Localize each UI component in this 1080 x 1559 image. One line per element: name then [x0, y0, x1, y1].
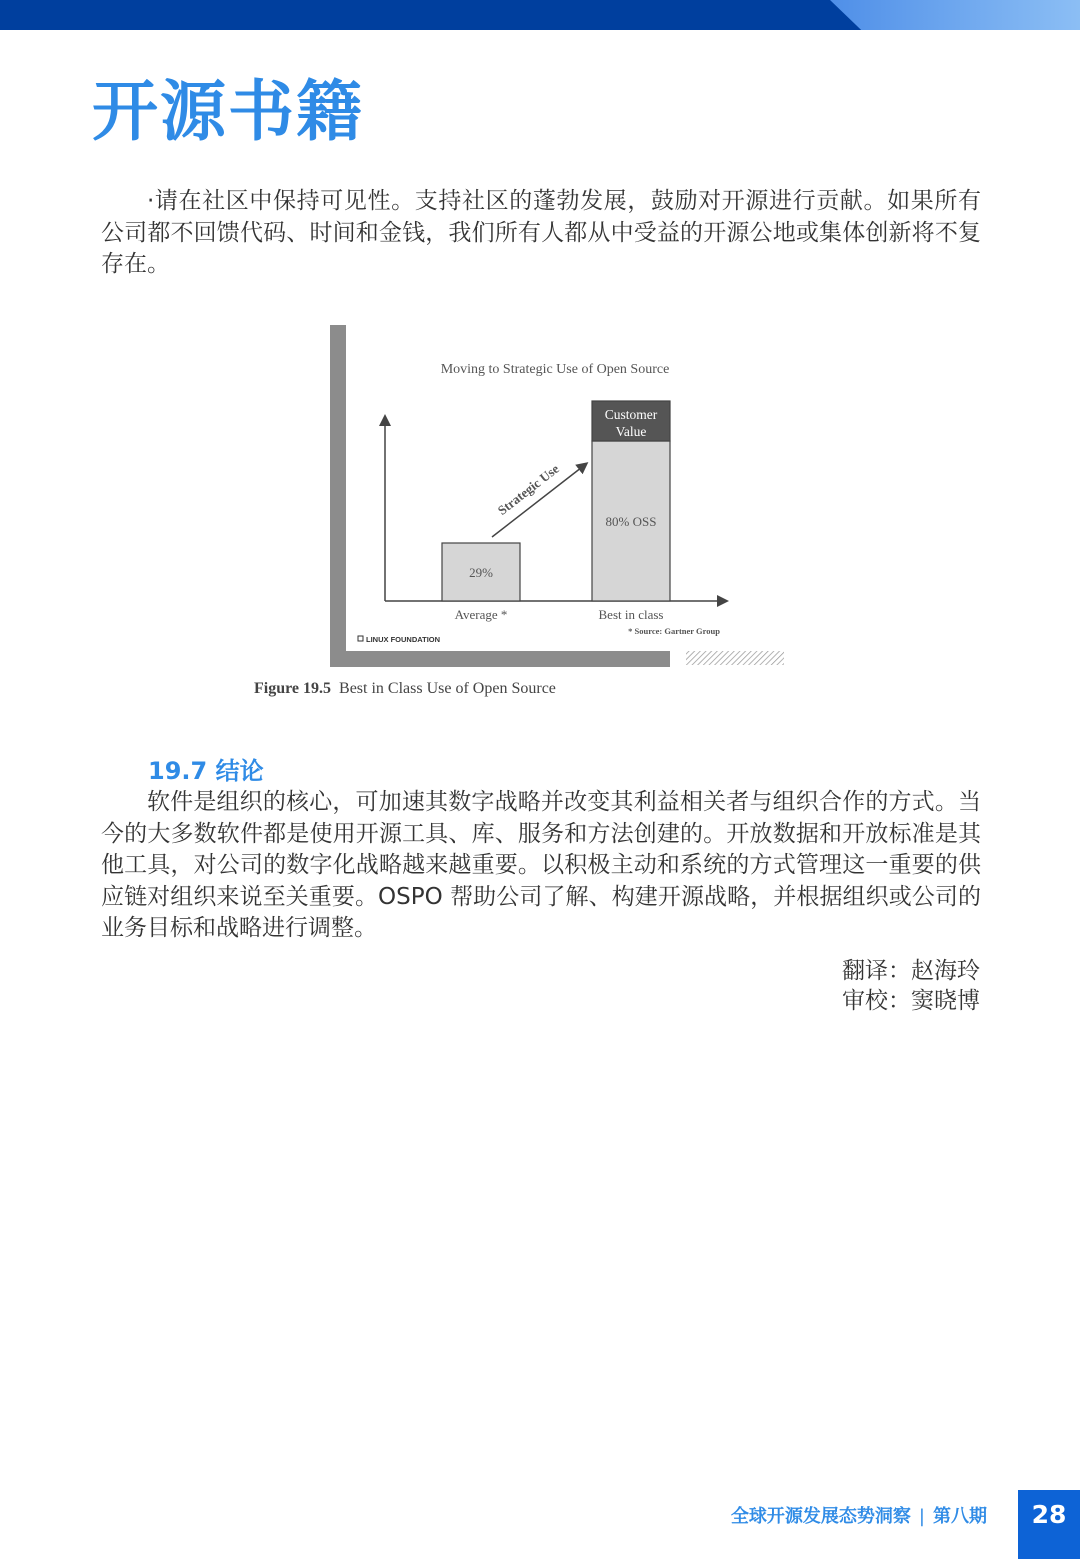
chart-canvas — [330, 325, 790, 670]
reviewer-credit: 审校：窦晓博 — [842, 988, 980, 1014]
footer-publication-name: 全球开源发展态势洞察 — [730, 1506, 911, 1527]
bar-label-2: 80% OSS — [605, 514, 657, 529]
footer-separator: | — [918, 1506, 925, 1527]
category-label-1: Average * — [454, 607, 508, 622]
figure-caption-text: Best in Class Use of Open Source — [339, 680, 556, 697]
frame-hatch — [686, 651, 784, 665]
customer-value-label-line-1: Customer — [604, 407, 658, 422]
footer-issue: 第八期 — [933, 1506, 987, 1527]
figure-chart — [330, 325, 790, 670]
subheading-conclusion: 19.7 结论 — [148, 757, 264, 785]
logo-text: LINUX FOUNDATION — [366, 635, 441, 644]
top-banner — [0, 0, 1080, 30]
body-paragraph-2: 软件是组织的核心，可加速其数字战略并改变其利益相关者与组织合作的方式。当今的大多数软件都是使用开源工具、库、服务和方法创建的。开放数据和开放标准是其他工具，对公司的数字化战略越来越重要。以积极主动和系统的方式管理这一重要的供应链对组织来说至关重要。OSPO 帮助公司了解、构建开源战略，并根据组织或公司的业务目标和战略进行调整。 — [101, 789, 981, 941]
credits — [842, 956, 980, 1016]
source-note: * Source: Gartner Group — [628, 626, 720, 636]
frame-bottom-bar — [330, 651, 670, 667]
figure-caption-label: Figure 19.5 — [254, 680, 332, 697]
body-paragraph-1: ·请在社区中保持可见性。支持社区的蓬勃发展，鼓励对开源进行贡献。如果所有公司都不回馈代码、时间和金钱，我们所有人都从中受益的开源公地或集体创新将不复存在。 — [101, 188, 981, 277]
arrow-label: Strategic Use — [494, 460, 562, 518]
bar-label-1: 29% — [469, 565, 493, 580]
frame-left-bar — [330, 325, 346, 667]
category-label-2: Best in class — [598, 607, 664, 622]
translator-credit: 翻译：赵海玲 — [842, 958, 980, 984]
section-title: 开源书籍 — [92, 73, 364, 150]
figure-caption — [254, 680, 556, 698]
page-number: 28 — [1018, 1490, 1080, 1559]
chart-title: Moving to Strategic Use of Open Source — [440, 362, 670, 377]
top-banner-accent — [830, 0, 1080, 30]
customer-value-label-line-2: Value — [615, 424, 647, 439]
footer-publication — [731, 1502, 987, 1528]
linux-foundation-logo — [358, 635, 440, 644]
